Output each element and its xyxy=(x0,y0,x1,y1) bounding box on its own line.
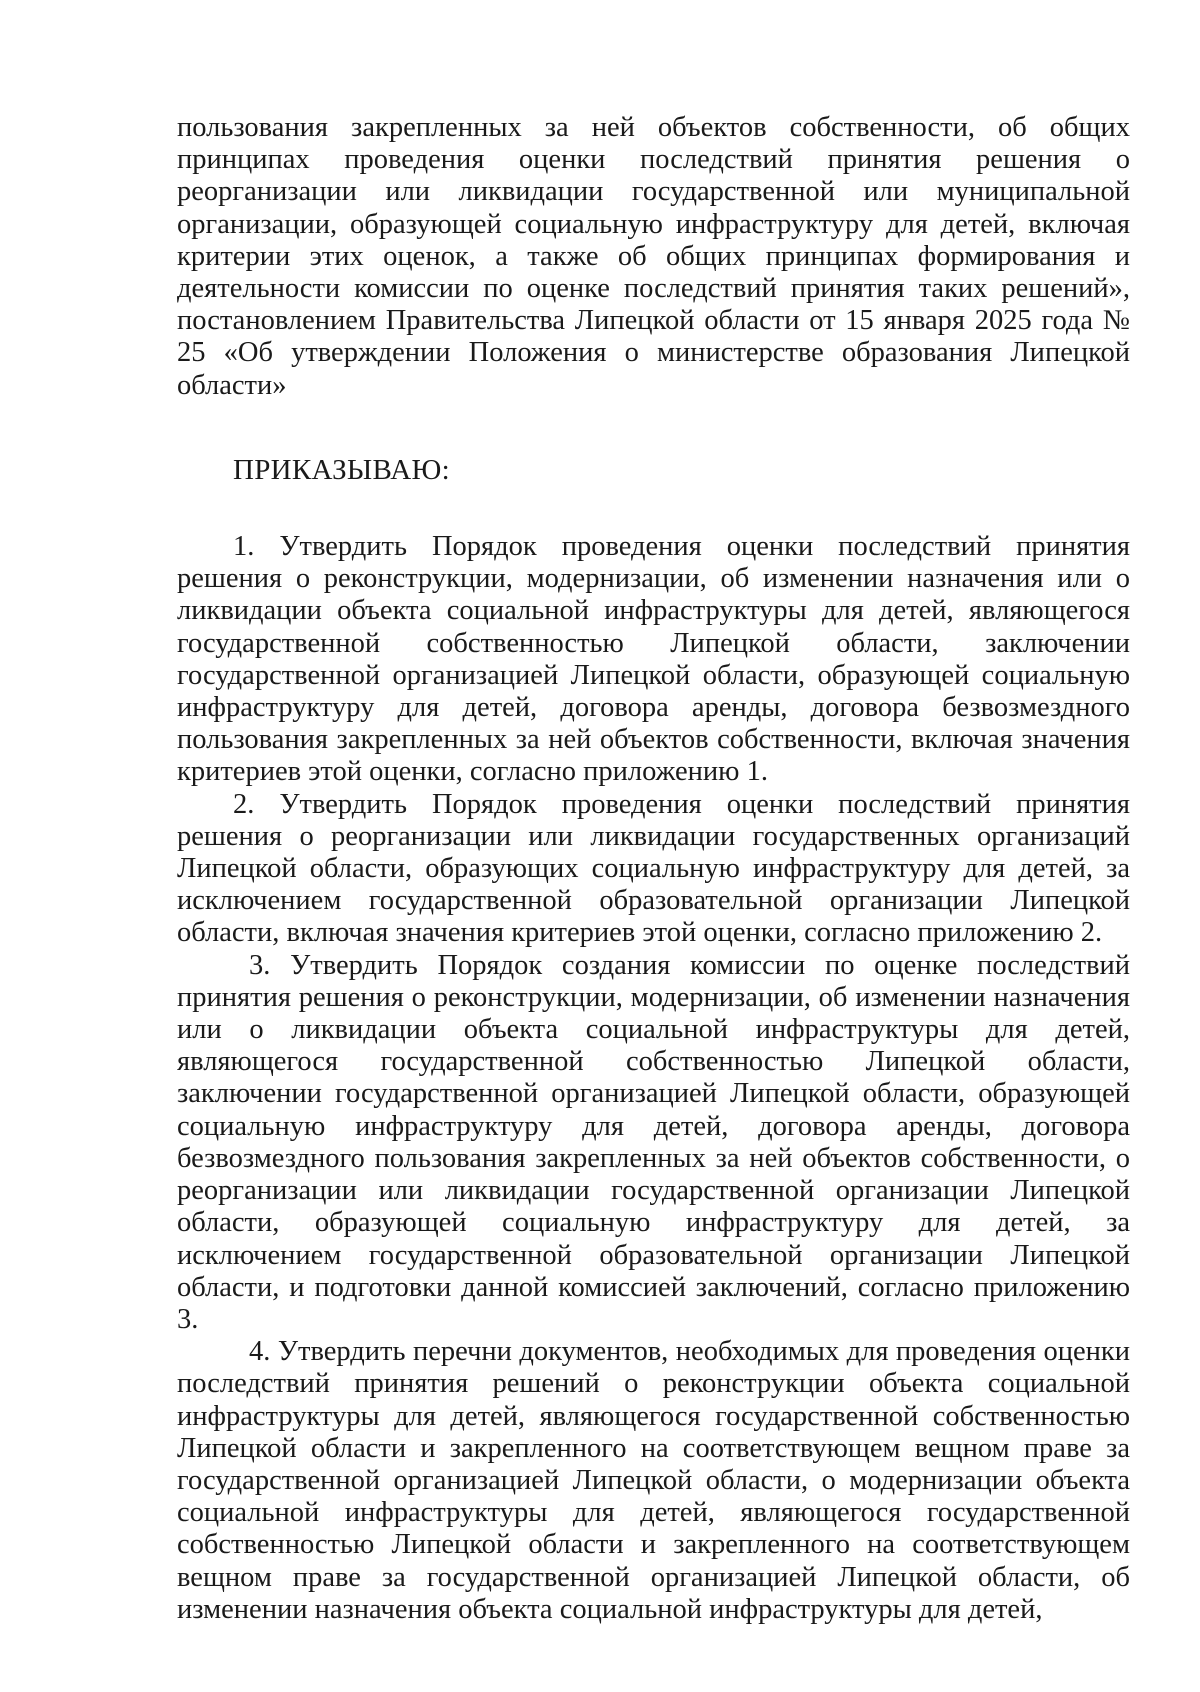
order-item-2: 2. Утвердить Порядок проведения оценки последствий принятия решения о реорганизации или ликвидации государственных организаций Липецкой области, образующих социальную инфраструктуру для детей, за исключением государственной образовательной организации Липецкой области, включая значения критериев этой оценки, согласно приложению 2. xyxy=(177,788,1130,949)
order-heading: ПРИКАЗЫВАЮ: xyxy=(233,453,451,486)
order-item-3: 3. Утвердить Порядок создания комиссии по оценке последствий принятия решения о реконструкции, модернизации, об изменении назначения или о ликвидации объекта социальной инфраструктуры для детей, являющегося государственной собственностью Липецкой области, заключении государственной организацией Липецкой области, образующей социальную инфраструктуру для детей, договора аренды, договора безвозмездного пользования закрепленных за ней объектов собственности, о реорганизации или ликвидации государственной организации Липецкой области, образующей социальную инфраструктуру для детей, за исключением государственной образовательной организации Липецкой области, и подготовки данной комиссией заключений, согласно приложению 3. xyxy=(177,949,1130,1335)
order-item-4: 4. Утвердить перечни документов, необходимых для проведения оценки последствий принятия решений о реконструкции объекта социальной инфраструктуры для детей, являющегося государственной собственностью Липецкой области и закрепленного на соответствующем вещном праве за государственной организацией Липецкой области, о модернизации объекта социальной инфраструктуры для детей, являющегося государственной собственностью Липецкой области и закрепленного на соответствующем вещном праве за государственной организацией Липецкой области, об изменении назначения объекта социальной инфраструктуры для детей, xyxy=(177,1336,1130,1625)
document-body xyxy=(177,112,1130,1626)
intro-paragraph: пользования закрепленных за ней объектов собственности, об общих принципах проведения оценки последствий принятия решения о реорганизации или ликвидации государственной или муниципальной организации, образующей социальную инфраструктуру для детей, включая критерии этих оценок, а также об общих принципах формирования и деятельности комиссии по оценке последствий принятия таких решений», постановлением Правительства Липецкой области от 15 января 2025 года № 25 «Об утверждении Положения о министерстве образования Липецкой области» xyxy=(177,112,1130,401)
order-item-1: 1. Утвердить Порядок проведения оценки последствий принятия решения о реконструкции, модернизации, об изменении назначения или о ликвидации объекта социальной инфраструктуры для детей, являющегося государственной собственностью Липецкой области, заключении государственной организацией Липецкой области, образующей социальную инфраструктуру для детей, договора аренды, договора безвозмездного пользования закрепленных за ней объектов собственности, включая значения критериев этой оценки, согласно приложению 1. xyxy=(177,531,1130,788)
